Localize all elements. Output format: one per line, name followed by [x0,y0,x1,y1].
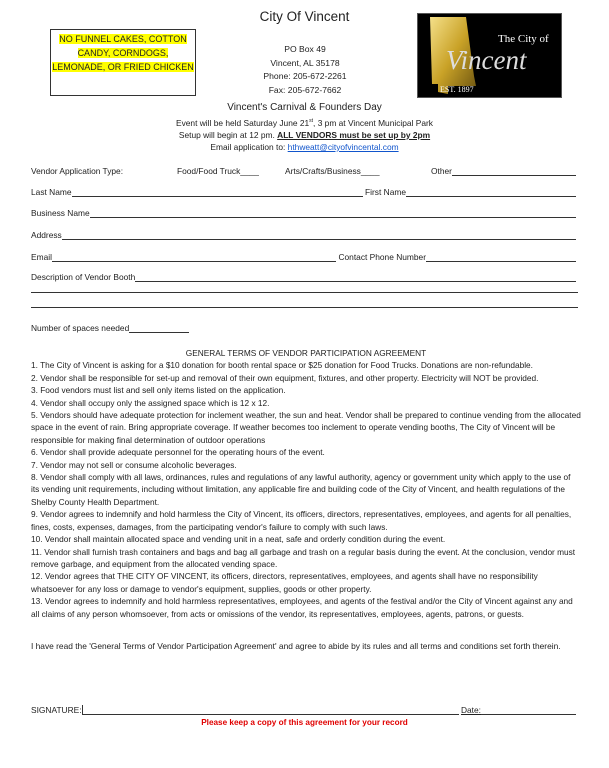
business-field[interactable] [90,208,576,218]
type-label: Vendor Application Type: [31,166,124,176]
term-item: 10. Vendor shall maintain allocated space and vending unit in a neat, safe and orderly condition during the event. [31,534,446,545]
address-field[interactable] [62,230,576,240]
spaces-row [31,321,191,333]
food-restriction-notice [50,29,196,96]
keep-copy-note: Please keep a copy of this agreement for your record [201,718,408,727]
page-title: City Of Vincent [259,9,350,24]
address-line: PO Box 49 [284,44,326,54]
city-logo [417,13,562,98]
alabama-map-icon [418,14,561,97]
type-food-option[interactable]: Food/Food Truck____ [177,166,259,176]
first-name-label: First Name [365,187,406,197]
signature-field[interactable] [82,705,459,715]
setup-info: Setup will begin at 12 pm. ALL VENDORS must be set up by 2pm [178,129,431,140]
last-name-label: Last Name [31,187,72,197]
type-other-label: Other [431,166,452,176]
name-row [31,185,578,197]
business-label: Business Name [31,208,90,218]
date-field[interactable] [481,705,576,715]
email-link[interactable]: hthweatt@cityofvincental.com [287,141,399,152]
term-item: 7. Vendor may not sell or consume alcoholic beverages. [31,459,237,470]
address-row [31,228,578,240]
term-item: 3. Food vendors must list and sell only items listed on the application. [31,385,286,396]
address-label: Address [31,230,62,240]
description-row [31,270,578,282]
term-item: 2. Vendor shall be responsible for set-up and removal of their own equipment, fixtures, and other property. Electricity will NOT be provided. [31,372,539,383]
svg-text:The City of: The City of [498,33,549,45]
description-label: Description of Vendor Booth [31,272,136,282]
last-name-field[interactable] [72,187,364,197]
signature-row [31,703,578,715]
terms-title: GENERAL TERMS OF VENDOR PARTICIPATION AGREEMENT [185,348,427,358]
event-name: Vincent's Carnival & Founders Day [227,102,382,113]
city-address [200,43,410,97]
spaces-field[interactable] [129,323,189,333]
term-item: 1. The City of Vincent is asking for a $10 donation for booth rental space or $25 donation for Food Trucks. Donations are non-refundable. [31,360,533,371]
contact-row [31,250,578,262]
email-info: Email application to: hthweatt@cityofvincental.com [210,141,399,152]
svg-text:Vincent: Vincent [446,45,527,75]
acknowledgement-text: I have read the 'General Terms of Vendor Participation Agreement' and agree to abide by its rules and all terms and conditions set forth therein. [31,641,561,651]
application-type-row [31,164,578,176]
terms-section [31,347,581,620]
term-item: 12. Vendor agrees that THE CITY OF VINCENT, its officers, directors, representatives, employees, and agents shall have no responsibility whatsoever for any loss or damage to vendor's equipment, supplies, goods or other property. [31,571,538,594]
term-item: 5. Vendors should have adequate protection for inclement weather, the sun and heat. Vendor shall be prepared to continue vending from the allocated space in the event of rain. Bring appropriate coverage. If weather becomes too inclement to operate vending booths, The City of Vincent will be responsible for making final determination of outdoor operations [31,410,581,445]
term-item: 9. Vendor agrees to indemnify and hold harmless the City of Vincent, its officers, directors, representatives, employees, and agents for all penalties, fines, costs, expenses, damages, from the participating vendor's failure to comply with such laws. [31,509,572,532]
description-field[interactable] [135,272,576,282]
svg-text:EST. 1897: EST. 1897 [440,85,474,94]
date-label: Date: [460,705,481,715]
business-row [31,206,578,218]
signature-label: SIGNATURE: [31,705,82,715]
fax: Fax: 205-672-7662 [268,84,342,95]
address-line: Vincent, AL 35178 [270,57,340,68]
first-name-field[interactable] [406,187,576,197]
term-item: 13. Vendor agrees to indemnify and hold harmless representatives, employees, and agents of the festival and/or the City of Vincent against any and all claims of any person whomsoever, from acts or omissions of the vendor, its representatives, employees, agents, patrons, or guests. [31,596,573,619]
description-line[interactable] [31,307,578,308]
phone: Phone: 205-672-2261 [263,71,347,81]
spaces-label: Number of spaces needed [31,323,130,333]
description-line[interactable] [31,292,578,293]
event-date: Event will be held Saturday June 21st, 3 pm at Vincent Municipal Park [176,117,433,128]
term-item: 4. Vendor shall occupy only the assigned space which is 12 x 12. [31,397,270,408]
type-other-field[interactable] [452,166,576,176]
term-item: 11. Vendor shall furnish trash containers and bags and bag all garbage and trash on a regular basis during the event. At the conclusion, vendor must remove garbage, and equipment from the allocated vending space. [31,546,576,569]
term-item: 6. Vendor shall provide adequate personnel for the operating hours of the event. [31,447,325,458]
event-info [0,101,609,153]
phone-field[interactable] [426,252,576,262]
notice-text: NO FUNNEL CAKES, COTTON CANDY, CORNDOGS, LEMONADE, OR FRIED CHICKEN [52,34,194,72]
email-label: Email [31,252,52,262]
email-field[interactable] [52,252,337,262]
type-arts-option[interactable]: Arts/Crafts/Business____ [285,166,380,176]
phone-label: Contact Phone Number [338,252,426,262]
term-item: 8. Vendor shall comply with all laws, ordinances, rules and regulations of any lawful authority, agency or government unity which apply to the use of its vending unit requirements, including without limitation, any applicable fire and building code of the City of Vincent, and health regulations of the Shelby County Health Department. [31,472,571,507]
